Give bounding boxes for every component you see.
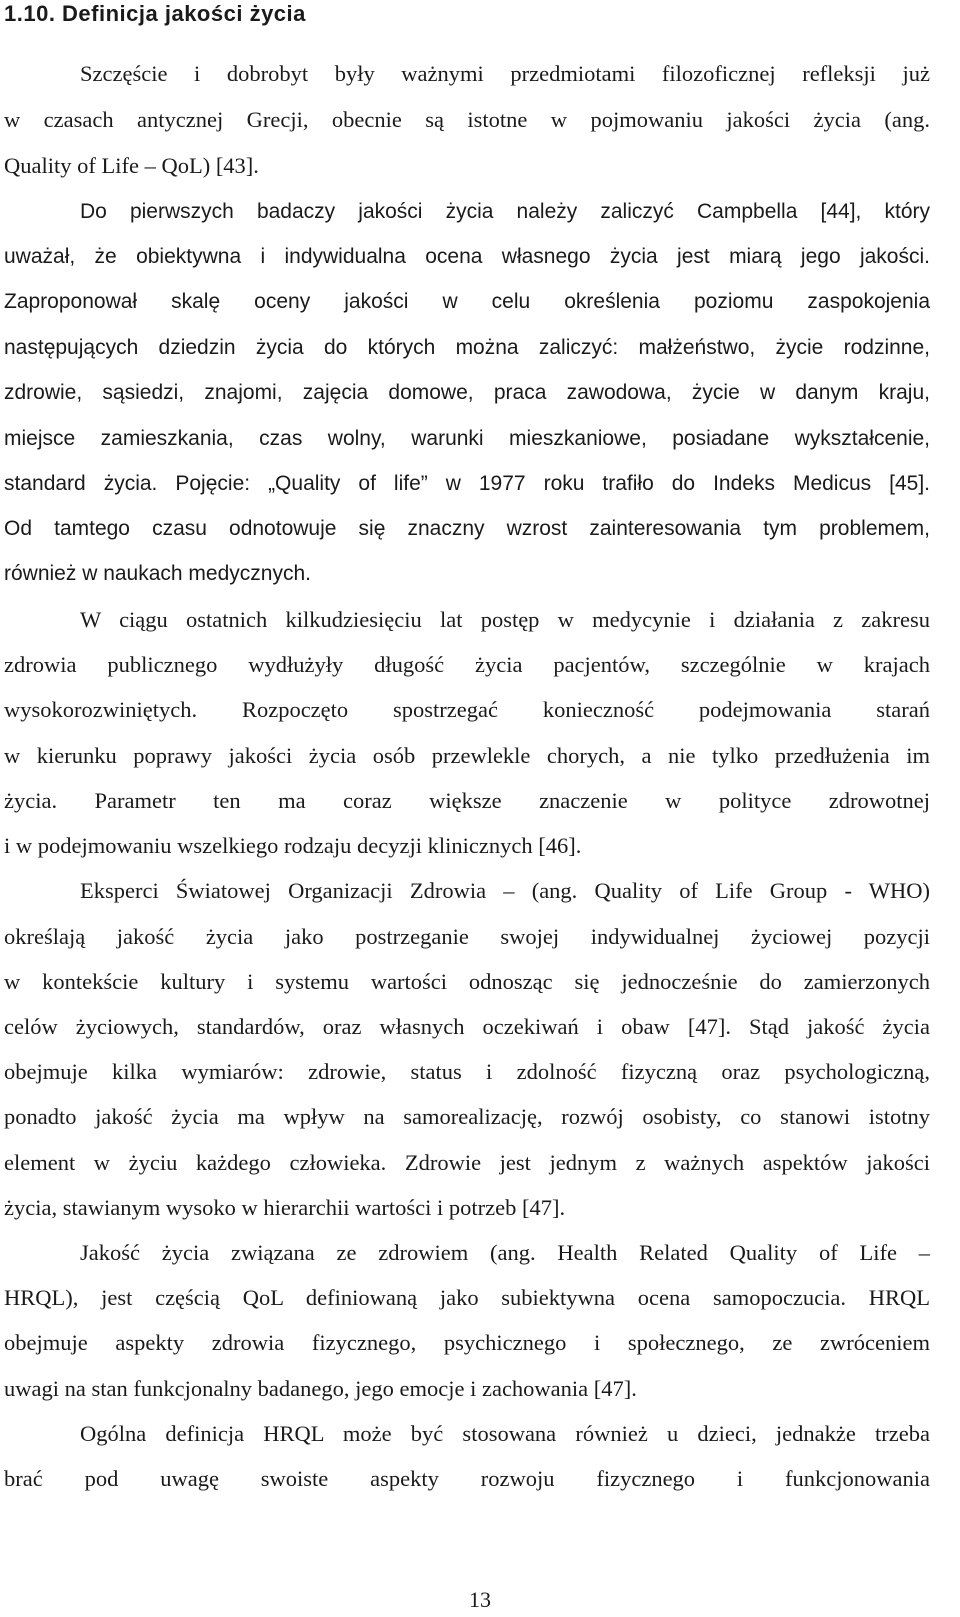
paragraph-line: ponadto jakość życia ma wpływ na samorealizację, rozwój osobisty, co stanowi istotny (4, 1104, 930, 1129)
paragraph-line: element w życiu każdego człowieka. Zdrowie jest jednym z ważnych aspektów jakości (4, 1150, 930, 1175)
paragraph-line: zdrowia publicznego wydłużyły długość życia pacjentów, szczególnie w krajach (4, 652, 930, 677)
paragraph-line: określają jakość życia jako postrzeganie swojej indywidualnej życiowej pozycji (4, 924, 930, 949)
paragraph-line: Szczęście i dobrobyt były ważnymi przedmiotami filozoficznej refleksji już (80, 61, 930, 86)
page-number: 13 (469, 1587, 491, 1612)
paragraph-line: Quality of Life – QoL) [43]. (4, 153, 259, 178)
paragraph-line: uwagi na stan funkcjonalny badanego, jego emocje i zachowania [47]. (4, 1376, 637, 1401)
paragraph-line: wysokorozwiniętych. Rozpoczęto spostrzegać konieczność podejmowania starań (4, 697, 930, 722)
paragraph-line: w kierunku poprawy jakości życia osób przewlekle chorych, a nie tylko przedłużenia im (4, 743, 930, 768)
paragraph-line: Eksperci Światowej Organizacji Zdrowia – (ang. Quality of Life Group - WHO) (80, 878, 930, 903)
paragraph-line: w kontekście kultury i systemu wartości odnosząc się jednocześnie do zamierzonych (4, 969, 930, 994)
paragraph-line: następujących dziedzin życia do których można zaliczyć: małżeństwo, życie rodzinne, (4, 336, 930, 359)
paragraph-line: brać pod uwagę swoiste aspekty rozwoju fizycznego i funkcjonowania (4, 1466, 930, 1491)
paragraph-line: życia. Parametr ten ma coraz większe znaczenie w polityce zdrowotnej (4, 788, 930, 813)
paragraph-line: również w naukach medycznych. (4, 562, 311, 585)
paragraph-line: W ciągu ostatnich kilkudziesięciu lat postęp w medycynie i działania z zakresu (80, 607, 930, 632)
paragraph-line: obejmuje kilka wymiarów: zdrowie, status i zdolność fizyczną oraz psychologiczną, (4, 1059, 930, 1084)
paragraph-line: obejmuje aspekty zdrowia fizycznego, psychicznego i społecznego, ze zwróceniem (4, 1330, 930, 1355)
paragraph-line: zdrowie, sąsiedzi, znajomi, zajęcia domowe, praca zawodowa, życie w danym kraju, (4, 381, 930, 404)
paragraph-line: uważał, że obiektywna i indywidualna ocena własnego życia jest miarą jego jakości. (4, 245, 930, 268)
paragraph-line: Zaproponował skalę oceny jakości w celu określenia poziomu zaspokojenia (4, 290, 930, 313)
paragraph-line: życia, stawianym wysoko w hierarchii wartości i potrzeb [47]. (4, 1195, 566, 1220)
paragraph-line: standard życia. Pojęcie: „Quality of life” w 1977 roku trafiło do Indeks Medicus [45]. (4, 472, 930, 495)
paragraph-line: Do pierwszych badaczy jakości życia należy zaliczyć Campbella [44], który (80, 200, 930, 223)
paragraph-line: Ogólna definicja HRQL może być stosowana również u dzieci, jednakże trzeba (80, 1421, 930, 1446)
paragraph-line: miejsce zamieszkania, czas wolny, warunki mieszkaniowe, posiadane wykształcenie, (4, 427, 930, 450)
paragraph-line: w czasach antycznej Grecji, obecnie są istotne w pojmowaniu jakości życia (ang. (4, 107, 930, 132)
paragraph-line: HRQL), jest częścią QoL definiowaną jako subiektywna ocena samopoczucia. HRQL (4, 1285, 930, 1310)
paragraph-line: Jakość życia związana ze zdrowiem (ang. Health Related Quality of Life – (80, 1240, 930, 1265)
paragraph-line: Od tamtego czasu odnotowuje się znaczny wzrost zainteresowania tym problemem, (4, 517, 930, 540)
paragraph-line: i w podejmowaniu wszelkiego rodzaju decyzji klinicznych [46]. (4, 833, 582, 858)
section-heading: 1.10. Definicja jakości życia (4, 1, 306, 26)
paragraph-line: celów życiowych, standardów, oraz własnych oczekiwań i obaw [47]. Stąd jakość życia (4, 1014, 930, 1039)
